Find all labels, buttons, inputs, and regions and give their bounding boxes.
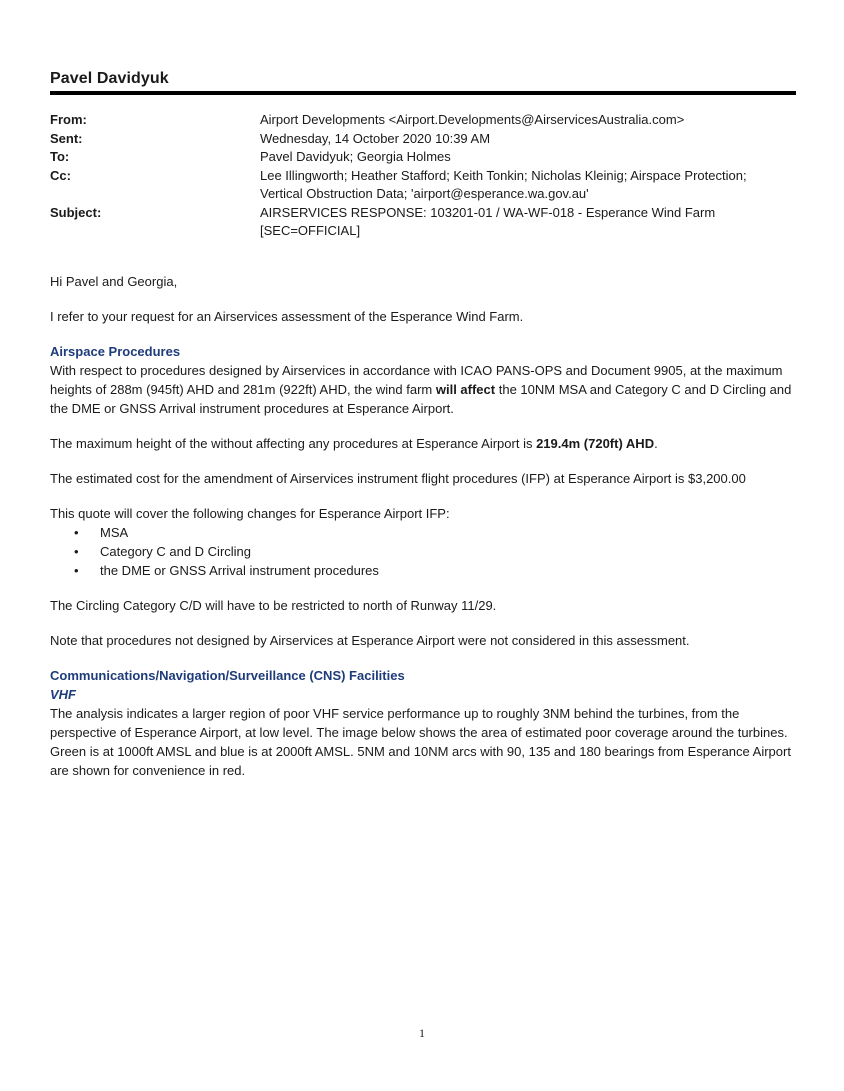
- to-row: [50, 148, 796, 167]
- airspace-text-bold: will affect: [435, 382, 496, 397]
- list-item-text: Category C and D Circling: [100, 544, 252, 559]
- vhf-heading: VHF: [50, 687, 76, 702]
- cc-row: [50, 167, 796, 204]
- from-label: From:: [50, 112, 87, 127]
- airspace-paragraph: [50, 361, 796, 418]
- cns-heading: Communications/Navigation/Surveillance (CNS) Facilities: [50, 668, 405, 683]
- list-item: [50, 542, 796, 561]
- vhf-paragraph: The analysis indicates a larger region of poor VHF service performance up to roughly 3NM behind the turbines, from the perspective of Esperance Airport, at low level. The image below shows the area of estimated poor coverage around the turbines. Green is at 1000ft AMSL and blue is at 2000ft AMSL. 5NM and 10NM arcs with 90, 135 and 180 bearings from Esperance Airport are shown for convenience in red.: [50, 706, 791, 778]
- from-row: [50, 111, 796, 130]
- sent-label: Sent:: [50, 130, 83, 146]
- to-value: Pavel Davidyuk; Georgia Holmes: [260, 149, 451, 164]
- owner-name: Pavel Davidyuk: [50, 70, 169, 87]
- note-paragraph: Note that procedures not designed by Airservices at Esperance Airport were not considered in this assessment.: [50, 633, 690, 648]
- max-height-text-b: .: [654, 436, 658, 451]
- subject-row: [50, 204, 796, 241]
- list-item: [50, 523, 796, 542]
- header-divider: [50, 91, 796, 95]
- bullet-icon: •: [74, 544, 79, 559]
- to-label: To:: [50, 149, 70, 164]
- changes-list: [50, 523, 796, 580]
- max-height-value: 219.4m (720ft) AHD: [536, 436, 655, 451]
- from-value: Airport Developments <Airport.Developments@AirservicesAustralia.com>: [260, 112, 685, 127]
- list-item: [50, 561, 796, 580]
- cc-value: [260, 167, 796, 204]
- airspace-heading: Airspace Procedures: [50, 344, 181, 359]
- subject-line-2: [SEC=OFFICIAL]: [260, 223, 361, 238]
- greeting: Hi Pavel and Georgia,: [50, 274, 178, 289]
- cost-paragraph: The estimated cost for the amendment of Airservices instrument flight procedures (IFP) at Esperance Airport is $3,200.00: [50, 471, 746, 486]
- bullet-icon: •: [74, 563, 79, 578]
- airspace-text-a: With respect to procedures designed by Airservices in accordance with ICAO PANS-OPS and Document 9905, at the maximum heights of 288m (945ft) AHD and 281m (922ft) AHD, the wind farm: [50, 363, 783, 397]
- sent-row: [50, 130, 796, 149]
- list-item-text: the DME or GNSS Arrival instrument procedures: [100, 563, 379, 578]
- list-item-text: MSA: [100, 525, 129, 540]
- subject-line-1: AIRSERVICES RESPONSE: 103201-01 / WA-WF-018 - Esperance Wind Farm: [260, 204, 716, 220]
- cc-label: Cc:: [50, 167, 71, 183]
- subject-label: Subject:: [50, 204, 102, 220]
- circling-paragraph: The Circling Category C/D will have to be restricted to north of Runway 11/29.: [50, 598, 497, 613]
- page-number: 1: [419, 1026, 425, 1040]
- sent-value: Wednesday, 14 October 2020 10:39 AM: [260, 130, 491, 146]
- max-height-text-a: The maximum height of the without affecting any procedures at Esperance Airport is: [50, 436, 537, 451]
- airspace-text-b: the 10NM MSA and Category C and D Circling and the DME or GNSS Arrival instrument procedures at Esperance Airport.: [50, 382, 792, 416]
- email-header: [50, 111, 796, 241]
- subject-value: [260, 204, 796, 241]
- quote-intro: This quote will cover the following changes for Esperance Airport IFP:: [50, 506, 450, 521]
- intro-paragraph: I refer to your request for an Airservices assessment of the Esperance Wind Farm.: [50, 309, 524, 324]
- cc-line-2: Vertical Obstruction Data; 'airport@esperance.wa.gov.au': [260, 186, 589, 201]
- cc-line-1: Lee Illingworth; Heather Stafford; Keith Tonkin; Nicholas Kleinig; Airspace Protection;: [260, 167, 747, 183]
- max-height-paragraph: [50, 434, 796, 453]
- bullet-icon: •: [74, 525, 79, 540]
- email-body: [50, 272, 796, 780]
